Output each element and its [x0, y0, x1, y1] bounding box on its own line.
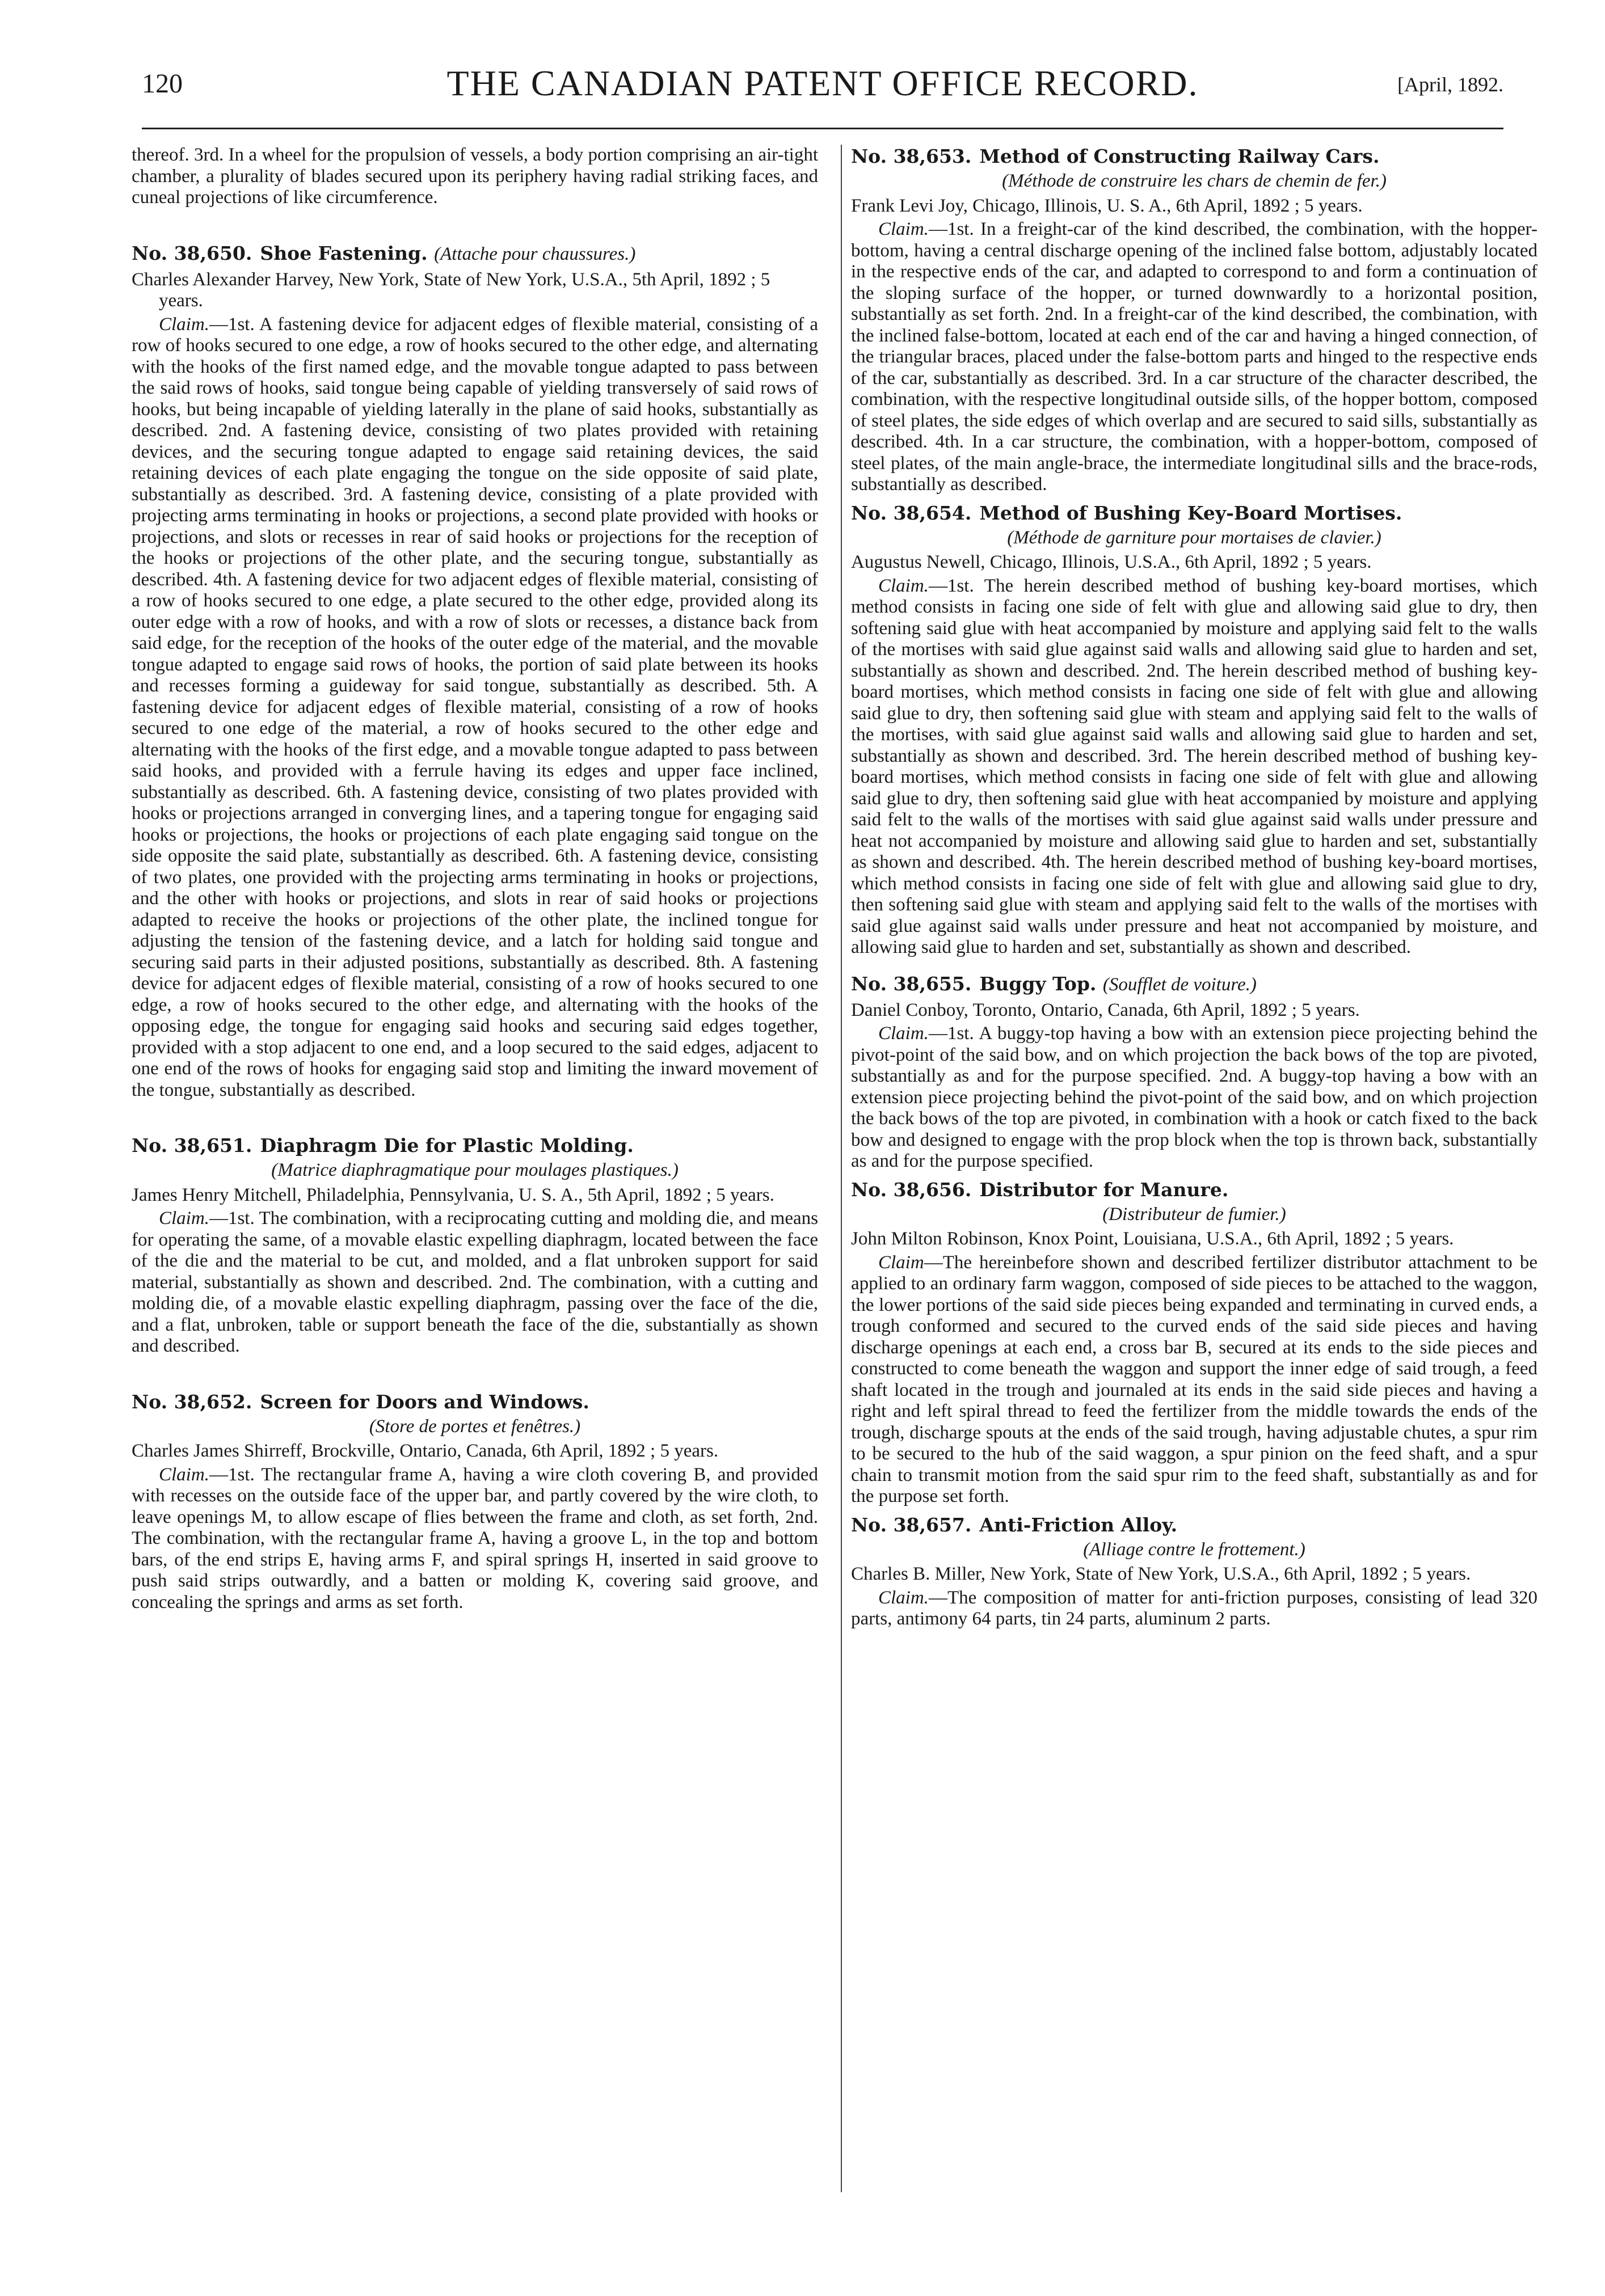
patent-heading	[851, 972, 1537, 997]
claim-text: —1st. A fastening device for adjacent edges of flexible material, consisting of a row of hooks secured to one edge, a row of hooks secured to the other edge, and alternating with the hooks of the first named edge, and the movable tongue adapted to pass between the said rows of hooks, said tongue being capable of yielding transversely of said rows of hooks, but being incapable of yielding laterally in the plane of said hooks, substantially as described. 2nd. A fastening device, consisting of two plates provided with retaining devices, and the securing tongue adapted to engage said retaining devices, the said retaining devices of each plate engaging the tongue on the side opposite of said plate, substantially as described. 3rd. A fastening device, consisting of a plate provided with projecting arms terminating in hooks or projections, a second plate provided with hooks or projections, and slots or recesses in rear of said hooks or projections for the reception of the hooks or projections of the other plate, and the securing tongue, substantially as described. 4th. A fastening device for two adjacent edges of flexible material, consisting of a row of hooks secured to one edge, a plate secured to the other edge, provided along its outer edge with a row of hooks, and with a row of slots or recesses, a distance back from said edge, for the reception of the hooks of the outer edge of the material, and the movable tongue adapted to engage said rows of hooks, the portion of said plate between its hooks and recesses forming a guideway for said tongue, substantially as described. 5th. A fastening device for adjacent edges of flexible material, consisting of a row of hooks secured to one edge of the material, a row of hooks secured to the other edge and alternating with the hooks of the first edge, and a movable tongue adapted to pass between said hooks, and provided with a ferrule having its edges and upper face inclined, substantially as described. 6th. A fastening device, consisting of two plates provided with hooks or projections arranged in converging lines, and a tapering tongue for engaging said hooks or projections, the hooks or projections of each plate engaging said tongue on the side opposite the said plate, substantially as described. 6th. A fastening device, consisting of two plates, one provided with the projecting arms terminating in hooks or projections, and the other with hooks or projections, and slots in rear of said hooks or projections adapted to receive the hooks or projections of the other plate, the inclined tongue for adjusting the tension of the fastening device, and a latch for holding said tongue and securing said parts in their adjusted positions, substantially as described. 8th. A fastening device for adjacent edges of flexible material, consisting of a row of hooks secured to one edge, a row of hooks secured to the other edge, and alternating with the hooks of the opposing edge, the tongue for engaging said hooks and securing said edges together, provided with a stop adjacent to one end, and a loop secured to the said edges, adjacent to one end of the rows of hooks for engaging said stop and limiting the inward movement of the tongue, substantially as described.	[132, 314, 818, 1100]
claim-label: Claim.	[878, 219, 929, 239]
patent-entry-38650	[132, 242, 818, 1101]
issue-date: [April, 1892.	[1397, 73, 1503, 96]
claim-label: Claim	[878, 1252, 924, 1273]
column-divider	[841, 145, 842, 2192]
patent-french-title: (Matrice diaphragmatique pour moulages plastiques.)	[271, 1160, 679, 1180]
patent-title: Anti-Friction Alloy.	[979, 1513, 1178, 1536]
claim-text: —1st. The herein described method of bushing key-board mortises, which method consists in facing one side of felt with glue and allowing said glue to dry, then softening said glue with heat accompanied by moisture and applying said felt to the walls of the mortises with said glue against said walls and allowing said glue to harden and set, substantially as shown and described. 2nd. The herein described method of bushing key-board mortises, which method consists in facing one side of felt with glue and allowing said glue to dry, then softening said glue with steam and applying said felt to the walls of the mortises, with said glue against said walls and allowing said glue to harden and set, substantially as shown and described. 3rd. The herein described method of bushing key-board mortises, which method consists in facing one side of felt with glue and allowing said glue to dry, then softening said glue with heat accompanied by moisture and applying said felt to the walls of the mortises with said glue against said walls under pressure and heat not accompanied by moisture and allowing said glue to harden and set, substantially as shown and described. 4th. The herein described method of bushing key-board mortises, which method consists in facing one side of felt with glue and allowing said glue to dry, then softening said glue with steam and applying said felt to the walls of the mortises with said glue against said walls under pressure and heat not accompanied by moisture, and allowing said glue to harden and set, substantially as shown and described.	[851, 575, 1537, 957]
patent-claim	[851, 1252, 1537, 1508]
continued-claim-text: thereof. 3rd. In a wheel for the propulsion of vessels, a body portion comprising an air-tight chamber, a plurality of blades secured upon its periphery having radial striking faces, and cuneal projections of like circumference.	[132, 145, 818, 208]
patent-number: No. 38,656.	[851, 1178, 972, 1201]
patent-heading	[851, 145, 1537, 168]
patent-title: Buggy Top.	[979, 972, 1097, 995]
patent-heading	[851, 1178, 1537, 1202]
patent-title: Method of Bushing Key-Board Mortises.	[979, 501, 1402, 524]
patent-number: No. 38,650.	[132, 242, 252, 264]
patent-entry-38654	[851, 501, 1537, 959]
patent-entry-38655	[851, 972, 1537, 1172]
patent-entry-38657	[851, 1513, 1537, 1630]
claim-label: Claim.	[159, 1208, 209, 1229]
header-rule	[142, 128, 1503, 129]
journal-title: THE CANADIAN PATENT OFFICE RECORD.	[446, 63, 1199, 103]
patent-heading	[851, 1513, 1537, 1537]
patent-entry-38652	[132, 1390, 818, 1614]
patent-inventor: James Henry Mitchell, Philadelphia, Pennsylvania, U. S. A., 5th April, 1892 ; 5 years.	[132, 1184, 774, 1205]
patent-heading	[132, 1390, 818, 1414]
right-column	[851, 145, 1537, 1630]
patent-number: No. 38,651.	[132, 1134, 252, 1157]
claim-label: Claim.	[159, 1464, 209, 1485]
patent-french-title: (Store de portes et fenêtres.)	[369, 1416, 581, 1437]
claim-text: —The composition of matter for anti-friction purposes, consisting of lead 320 parts, antimony 64 parts, tin 24 parts, aluminum 2 parts.	[851, 1587, 1537, 1629]
patent-title: Distributor for Manure.	[979, 1178, 1229, 1201]
claim-label: Claim.	[878, 1023, 929, 1044]
patent-entry-38651	[132, 1134, 818, 1357]
patent-title: Diaphragm Die for Plastic Molding.	[260, 1134, 634, 1157]
patent-entry-38653	[851, 145, 1537, 496]
patent-heading	[851, 501, 1537, 525]
claim-label: Claim.	[159, 314, 209, 335]
patent-claim	[132, 1208, 818, 1357]
patent-heading	[132, 242, 818, 266]
patent-number: No. 38,655.	[851, 972, 972, 995]
patent-claim	[851, 219, 1537, 496]
patent-french-title: (Attache pour chaussures.)	[434, 243, 636, 264]
patent-french-title: (Soufflet de voiture.)	[1102, 974, 1257, 995]
patent-french-title: (Distributeur de fumier.)	[1102, 1204, 1286, 1225]
claim-label: Claim.	[878, 1587, 929, 1608]
page-header	[142, 62, 1503, 125]
claim-label: Claim.	[878, 575, 929, 596]
patent-inventor: Augustus Newell, Chicago, Illinois, U.S.A., 6th April, 1892 ; 5 years.	[851, 552, 1372, 572]
patent-french-title: (Méthode de construire les chars de chemin de fer.)	[1002, 171, 1387, 191]
patent-claim	[132, 314, 818, 1101]
claim-text: —1st. In a freight-car of the kind described, the combination, with the hopper-bottom, having a central discharge opening of the inclined false bottom, adjustably located in the respective ends of the car, and adapted to correspond to and form a continuation of the sloping surface of the hopper, or turned downwardly to a horizontal position, substantially as set forth. 2nd. In a freight-car of the kind described, the combination, with the inclined false-bottom, located at each end of the car and having a hinged connection, of the triangular braces, placed under the false-bottom parts and hinged to the respective ends of the car, substantially as described. 3rd. In a car structure of the character described, the combination, with the respective longitudinal outside sills, of the hopper bottom, composed of steel plates, the side edges of which overlap and are secured to said sills, substantially as described. 4th. In a car structure, the combination, with a hopper-bottom, composed of steel plates, of the main angle-brace, the intermediate longitudinal sills and the brace-rods, substantially as described.	[851, 219, 1537, 495]
claim-text: —1st. A buggy-top having a bow with an extension piece projecting behind the pivot-point of the said bow, and on which projection the back bows of the top are pivoted, substantially as and for the purpose specified. 2nd. A buggy-top having a bow with an extension piece projecting behind the pivot-point of the said bow, and on which projection the back bows of the top are pivoted, in combination with a hook or catch fixed to the back bow and designed to engage with the prop block when the top is thrown back, substantially as and for the purpose specified.	[851, 1023, 1537, 1171]
patent-number: No. 38,657.	[851, 1513, 972, 1536]
patent-claim	[132, 1464, 818, 1614]
patent-inventor: Daniel Conboy, Toronto, Ontario, Canada, 6th April, 1892 ; 5 years.	[851, 999, 1360, 1020]
patent-title: Screen for Doors and Windows.	[260, 1390, 589, 1413]
left-column	[132, 145, 818, 1613]
patent-title: Method of Constructing Railway Cars.	[979, 145, 1380, 167]
claim-text: —The hereinbefore shown and described fertilizer distributor attachment to be applied to an ordinary farm waggon, composed of side pieces to be attached to the waggon, the lower portions of the said side pieces being expanded and terminating in curved ends, a trough conformed and secured to the curved ends of the said side pieces and having discharge openings at each end, a cross bar B, secured at its ends to the side pieces and constructed to come beneath the waggon and support the inner edge of said trough, a feed shaft located in the trough and journaled at its ends in the said side pieces and having a right and left spiral thread to feed the fertilizer from the middle towards the ends of the trough, discharge spouts at the ends of the said trough, having adjustable chutes, a spur rim to be secured to the hub of the said waggon, a spur pinion on the feed shaft, and a spur chain to transmit motion from the said spur rim to the feed shaft, substantially as and for the purpose set forth.	[851, 1252, 1537, 1506]
patent-inventor: Frank Levi Joy, Chicago, Illinois, U. S. A., 6th April, 1892 ; 5 years.	[851, 195, 1363, 216]
patent-number: No. 38,654.	[851, 501, 972, 524]
patent-inventor: Charles B. Miller, New York, State of New York, U.S.A., 6th April, 1892 ; 5 years.	[851, 1564, 1471, 1584]
patent-heading	[132, 1134, 818, 1158]
claim-text: —1st. The rectangular frame A, having a wire cloth covering B, and provided with recesses on the outside face of the upper bar, and partly covered by the wire cloth, to leave openings M, to allow escape of flies between the frame and cloth, as set forth, 2nd. The combination, with the rectangular frame A, having a groove L, in the top and bottom bars, of the end strips E, having arms F, and spiral springs H, inserted in said groove to push said strips outwardly, and a batten or molding K, covering said groove, and concealing the springs and arms as set forth.	[132, 1464, 818, 1613]
patent-entry-38656	[851, 1178, 1537, 1508]
patent-number: No. 38,653.	[851, 145, 972, 167]
patent-inventor: Charles James Shirreff, Brockville, Ontario, Canada, 6th April, 1892 ; 5 years.	[132, 1441, 719, 1461]
patent-claim	[851, 1023, 1537, 1172]
patent-number: No. 38,652.	[132, 1390, 252, 1413]
patent-inventor: Charles Alexander Harvey, New York, State of New York, U.S.A., 5th April, 1892 ; 5 years.	[132, 269, 770, 311]
patent-french-title: (Alliage contre le frottement.)	[1083, 1539, 1305, 1560]
patent-french-title: (Méthode de garniture pour mortaises de clavier.)	[1007, 527, 1381, 548]
patent-inventor: John Milton Robinson, Knox Point, Louisiana, U.S.A., 6th April, 1892 ; 5 years.	[851, 1229, 1454, 1249]
claim-text: —1st. The combination, with a reciprocating cutting and molding die, and means for operating the same, of a movable elastic expelling diaphragm, located between the face of the die and the material to be cut, and molded, and a flat unbroken support for said material, substantially as shown and described. 2nd. The combination, with a cutting and molding die, of a movable elastic expelling diaphragm, passing over the face of the die, and a flat, unbroken, table or support beneath the face of the die, substantially as shown and described.	[132, 1208, 818, 1356]
patent-claim	[851, 576, 1537, 959]
page-number: 120	[142, 69, 183, 99]
patent-claim	[851, 1588, 1537, 1630]
patent-title: Shoe Fastening.	[260, 242, 428, 264]
